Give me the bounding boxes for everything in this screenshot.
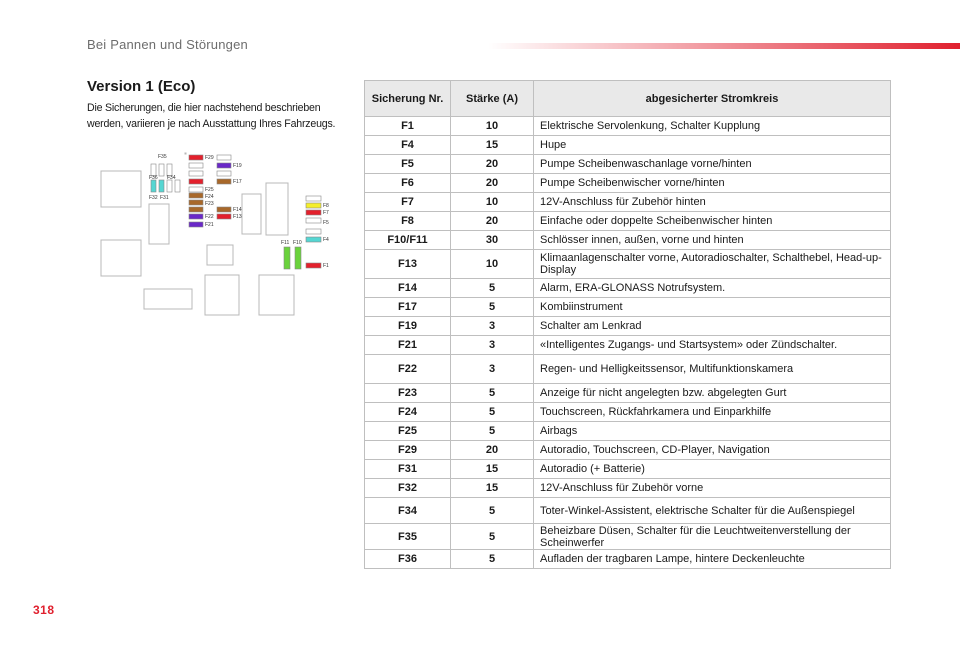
fuse-label: F31 <box>160 195 169 201</box>
fuse-cell: F17 <box>365 298 451 317</box>
fuse-cell: F32 <box>365 479 451 498</box>
table-row <box>365 460 891 479</box>
fuse-box-outline <box>259 275 294 315</box>
fuse-slot <box>189 222 203 227</box>
fuse-box-outline <box>266 183 288 235</box>
circuit-cell: 12V-Anschluss für Zubehör vorne <box>534 479 891 498</box>
rating-cell: 30 <box>451 231 534 250</box>
page-number: 318 <box>33 603 55 617</box>
fuse-cell: F1 <box>365 117 451 136</box>
rating-cell: 5 <box>451 298 534 317</box>
fuse-slot <box>189 187 203 192</box>
table-row <box>365 136 891 155</box>
section-description: Die Sicherungen, die hier nachstehend beschrieben werden, variieren je nach Ausstattung Ihres Fahrzeugs. <box>87 102 336 130</box>
fuse-box-outline <box>101 171 141 207</box>
fuse-slot <box>306 203 321 208</box>
fuse-label: F35 <box>158 154 167 160</box>
col-circuit-header: abgesicherter Stromkreis <box>534 81 891 117</box>
fuse-slot <box>217 214 231 219</box>
table-row <box>365 250 891 279</box>
fuse-box-outline <box>207 245 233 265</box>
fuse-cell: F34 <box>365 498 451 524</box>
header-accent-bar <box>488 43 960 49</box>
fuse-cell: F24 <box>365 403 451 422</box>
circuit-cell: Anzeige für nicht angelegten bzw. abgelegten Gurt <box>534 384 891 403</box>
fuse-cell: F29 <box>365 441 451 460</box>
fuse-cell: F10/F11 <box>365 231 451 250</box>
fuse-slot <box>217 171 231 176</box>
fuse-label: F29 <box>205 155 214 161</box>
table-row <box>365 384 891 403</box>
fuse-slot <box>151 180 156 192</box>
circuit-cell: Alarm, ERA-GLONASS Notrufsystem. <box>534 279 891 298</box>
table-row <box>365 336 891 355</box>
circuit-cell: Touchscreen, Rückfahrkamera und Einparkhilfe <box>534 403 891 422</box>
fuse-cell: F13 <box>365 250 451 279</box>
fuse-cell: F6 <box>365 174 451 193</box>
circuit-cell: Klimaanlagenschalter vorne, Autoradioschalter, Schalthebel, Head-up-Display <box>534 250 891 279</box>
fuse-slot <box>175 180 180 192</box>
circuit-cell: Toter-Winkel-Assistent, elektrische Schalter für die Außenspiegel <box>534 498 891 524</box>
fuse-label: F4 <box>323 237 329 243</box>
circuit-cell: Aufladen der tragbaren Lampe, hintere Deckenleuchte <box>534 550 891 569</box>
rating-cell: 5 <box>451 279 534 298</box>
fuse-label: F32 <box>149 195 158 201</box>
fuse-slot <box>189 179 203 184</box>
fuse-cell: F14 <box>365 279 451 298</box>
fuse-label: F25 <box>205 187 214 193</box>
table-row <box>365 212 891 231</box>
fuse-box-outline <box>101 240 141 276</box>
table-row <box>365 422 891 441</box>
fuse-cell: F21 <box>365 336 451 355</box>
col-fuse-header: Sicherung Nr. <box>365 81 451 117</box>
table-row <box>365 231 891 250</box>
fuse-cell: F7 <box>365 193 451 212</box>
fuse-slot <box>217 155 231 160</box>
fuse-slot <box>284 247 290 269</box>
circuit-cell: Regen- und Helligkeitssensor, Multifunktionskamera <box>534 355 891 384</box>
rating-cell: 10 <box>451 193 534 212</box>
fuse-label: F5 <box>323 220 329 226</box>
circuit-cell: Autoradio, Touchscreen, CD-Player, Navigation <box>534 441 891 460</box>
fuse-slot <box>306 237 321 242</box>
table-row <box>365 174 891 193</box>
table-row <box>365 403 891 422</box>
rating-cell: 5 <box>451 384 534 403</box>
fuse-slot <box>189 171 203 176</box>
rating-cell: 5 <box>451 524 534 550</box>
fuse-label: F1 <box>323 263 329 269</box>
fuse-label: F17 <box>233 179 242 185</box>
fuse-slot <box>159 180 164 192</box>
circuit-cell: Elektrische Servolenkung, Schalter Kupplung <box>534 117 891 136</box>
fuse-slot <box>189 207 203 212</box>
table-row <box>365 498 891 524</box>
rating-cell: 3 <box>451 355 534 384</box>
circuit-cell: Hupe <box>534 136 891 155</box>
circuit-cell: Schalter am Lenkrad <box>534 317 891 336</box>
fuse-slot <box>189 200 203 205</box>
table-row <box>365 355 891 384</box>
table-row <box>365 550 891 569</box>
table-row <box>365 479 891 498</box>
fuse-box-outline <box>242 194 261 234</box>
col-rating-header: Stärke (A) <box>451 81 534 117</box>
fuse-slot <box>189 155 203 160</box>
fuse-slot <box>167 180 172 192</box>
fuse-table <box>364 80 891 569</box>
fuse-cell: F31 <box>365 460 451 479</box>
fuse-box-outline <box>205 275 239 315</box>
fuse-slot <box>217 207 231 212</box>
circuit-cell: Einfache oder doppelte Scheibenwischer hinten <box>534 212 891 231</box>
fuse-label: F22 <box>205 214 214 220</box>
rating-cell: 3 <box>451 336 534 355</box>
fuse-label: F23 <box>205 201 214 207</box>
fuse-box-outline <box>144 289 192 309</box>
fuse-label: F24 <box>205 194 214 200</box>
circuit-cell: Pumpe Scheibenwaschanlage vorne/hinten <box>534 155 891 174</box>
fuse-cell: F25 <box>365 422 451 441</box>
fuse-label: F14 <box>233 207 242 213</box>
rating-cell: 5 <box>451 422 534 441</box>
table-row <box>365 298 891 317</box>
fuse-label: F19 <box>233 163 242 169</box>
fuse-slot <box>306 196 321 201</box>
rating-cell: 20 <box>451 441 534 460</box>
rating-cell: 20 <box>451 174 534 193</box>
table-row <box>365 441 891 460</box>
fuse-slot <box>306 263 321 268</box>
circuit-cell: Beheizbare Düsen, Schalter für die Leuchtweitenverstellung der Scheinwerfer <box>534 524 891 550</box>
chapter-title: Bei Pannen und Störungen <box>87 37 248 52</box>
table-row <box>365 524 891 550</box>
circuit-cell: Kombiinstrument <box>534 298 891 317</box>
fuse-cell: F35 <box>365 524 451 550</box>
rating-cell: 5 <box>451 550 534 569</box>
fuse-slot <box>306 210 321 215</box>
fuse-slot <box>189 193 203 198</box>
fuse-label: F36 <box>149 175 158 181</box>
fuse-label: F10 <box>293 240 302 246</box>
fuse-label: F7 <box>323 210 329 216</box>
circuit-cell: «Intelligentes Zugangs- und Startsystem» oder Zündschalter. <box>534 336 891 355</box>
fuse-slot <box>217 163 231 168</box>
fuse-slot <box>306 218 321 223</box>
fuse-slot <box>217 179 231 184</box>
rating-cell: 3 <box>451 317 534 336</box>
rating-cell: 20 <box>451 212 534 231</box>
section-title: Version 1 (Eco) <box>87 78 196 95</box>
fuse-slot <box>295 247 301 269</box>
rating-cell: 15 <box>451 479 534 498</box>
fuse-cell: F22 <box>365 355 451 384</box>
fuse-slot <box>159 164 164 176</box>
fuse-cell: F4 <box>365 136 451 155</box>
fuse-label: F8 <box>323 203 329 209</box>
fuse-label: F11 <box>281 240 290 246</box>
table-row <box>365 317 891 336</box>
rating-cell: 15 <box>451 136 534 155</box>
fuse-table-header-row <box>365 81 891 117</box>
fuse-box-diagram <box>95 148 345 318</box>
fuse-slot <box>306 229 321 234</box>
fuse-label: F21 <box>205 222 214 228</box>
rating-cell: 10 <box>451 117 534 136</box>
table-row <box>365 193 891 212</box>
circuit-cell: 12V-Anschluss für Zubehör hinten <box>534 193 891 212</box>
fuse-box-outline <box>185 153 186 154</box>
circuit-cell: Pumpe Scheibenwischer vorne/hinten <box>534 174 891 193</box>
rating-cell: 5 <box>451 498 534 524</box>
table-row <box>365 117 891 136</box>
fuse-slot <box>189 163 203 168</box>
table-row <box>365 155 891 174</box>
rating-cell: 10 <box>451 250 534 279</box>
fuse-cell: F8 <box>365 212 451 231</box>
fuse-cell: F5 <box>365 155 451 174</box>
circuit-cell: Airbags <box>534 422 891 441</box>
fuse-cell: F19 <box>365 317 451 336</box>
rating-cell: 20 <box>451 155 534 174</box>
rating-cell: 5 <box>451 403 534 422</box>
fuse-label: F13 <box>233 214 242 220</box>
circuit-cell: Schlösser innen, außen, vorne und hinten <box>534 231 891 250</box>
rating-cell: 15 <box>451 460 534 479</box>
circuit-cell: Autoradio (+ Batterie) <box>534 460 891 479</box>
fuse-cell: F23 <box>365 384 451 403</box>
fuse-cell: F36 <box>365 550 451 569</box>
fuse-label: F34 <box>167 175 176 181</box>
fuse-slot <box>189 214 203 219</box>
fuse-box-outline <box>149 204 169 244</box>
table-row <box>365 279 891 298</box>
